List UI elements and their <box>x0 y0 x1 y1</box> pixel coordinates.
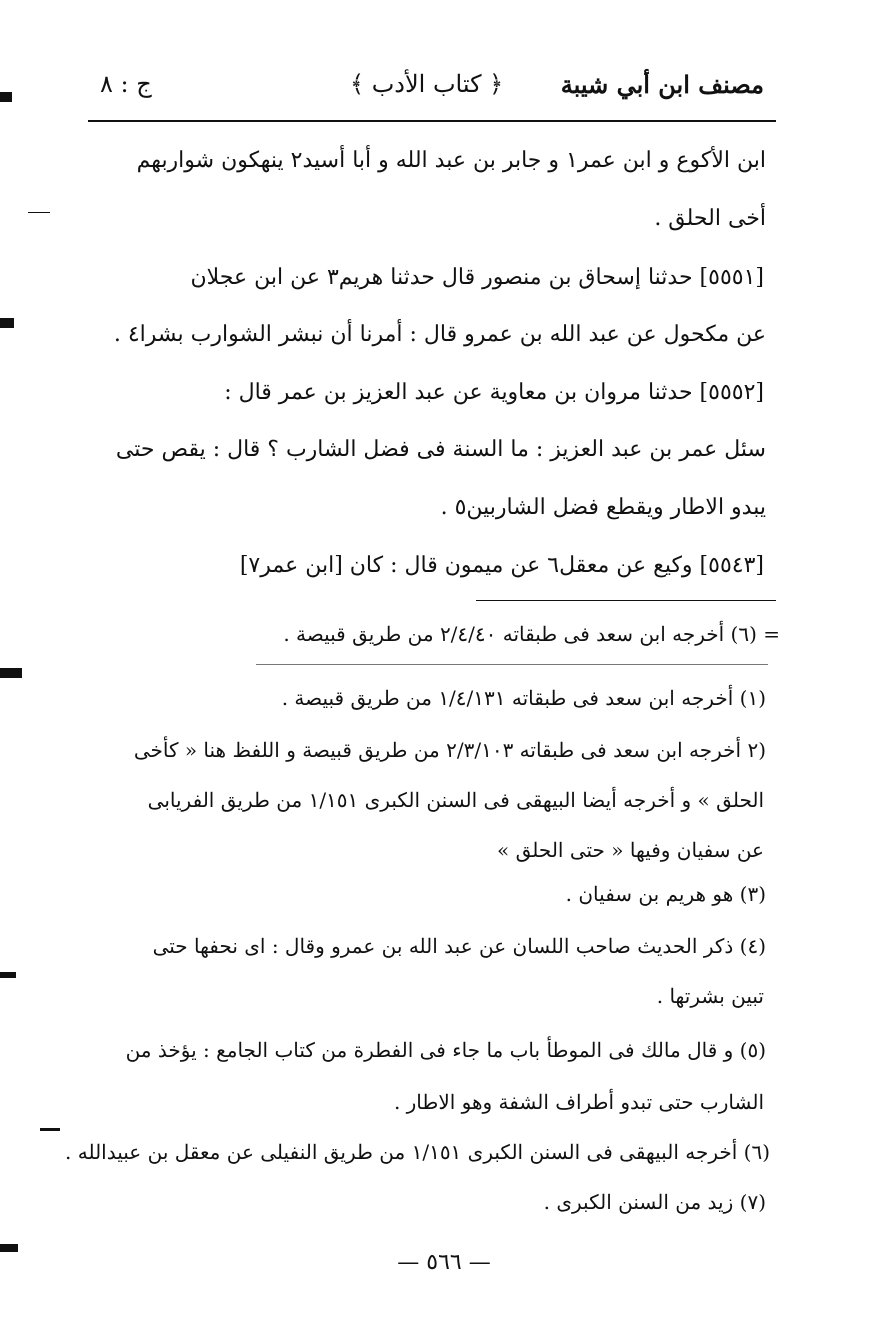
body-line: [٥٥٥١] حدثنا إسحاق بن منصور قال حدثنا هريم٣ عن ابن عجلان <box>190 265 764 290</box>
footnote-line: (٢ أخرجه ابن سعد فى طبقاته ٢/٣/١٠٣ من طريق قبيصة و اللفظ هنا « كأخى <box>133 738 766 762</box>
binding-mark <box>0 668 22 678</box>
footnote-line: عن سفيان وفيها « حتى الحلق » <box>497 838 764 862</box>
footnote-line: تبين بشرتها . <box>656 984 764 1008</box>
footnote-line: (٣) هو هريم بن سفيان . <box>565 882 766 906</box>
body-line: عن مكحول عن عبد الله بن عمرو قال : أمرنا أن نبشر الشوارب بشرا٤ . <box>113 322 766 347</box>
body-line: يبدو الاطار ويقطع فضل الشاربين٥ . <box>440 495 766 520</box>
body-line: [٥٥٥٢] حدثنا مروان بن معاوية عن عبد العزيز بن عمر قال : <box>224 380 764 405</box>
binding-mark <box>0 972 16 978</box>
book-title: مصنف ابن أبي شيبة <box>560 70 764 99</box>
wavy-rule <box>256 664 768 665</box>
binding-mark <box>0 318 14 328</box>
header-rule <box>88 120 776 122</box>
footnote-line: (٥) و قال مالك فى الموطأ باب ما جاء فى الفطرة من كتاب الجامع : يؤخذ من <box>125 1038 766 1062</box>
footnote-line: (٤) ذكر الحديث صاحب اللسان عن عبد الله بن عمرو وقال : اى نحفها حتى <box>152 934 766 958</box>
body-line: سئل عمر بن عبد العزيز : ما السنة فى فضل الشارب ؟ قال : يقص حتى <box>115 437 766 462</box>
page-number: — ٥٦٦ — <box>397 1250 491 1275</box>
binding-mark <box>28 212 50 213</box>
footnote-line: (١) أخرجه ابن سعد فى طبقاته ١/٤/١٣١ من طريق قبيصة . <box>281 686 766 710</box>
footnote-line: (٧) زيد من السنن الكبرى . <box>543 1190 766 1214</box>
footnote-rule <box>476 600 776 601</box>
binding-mark <box>0 92 12 102</box>
body-line: ابن الأكوع و ابن عمر١ و جابر بن عبد الله و أبا أسيد٢ ينهكون شواربهم <box>136 148 766 173</box>
binding-mark <box>0 1244 18 1252</box>
body-line: [٥٥٤٣] وكيع عن معقل٦ عن ميمون قال : كان [ابن عمر٧] <box>239 553 764 578</box>
section-title: ﴿ كتاب الأدب ﴾ <box>350 70 504 98</box>
body-line: أخى الحلق . <box>654 206 766 231</box>
footnote-line: (٦) أخرجه البيهقى فى السنن الكبرى ١/١٥١ من طريق النفيلى عن معقل بن عبيدالله . <box>65 1140 770 1164</box>
footnote-line: الشارب حتى تبدو أطراف الشفة وهو الاطار . <box>393 1090 764 1114</box>
footnote-continued: = (٦) أخرجه ابن سعد فى طبقاته ٢/٤/٤٠ من طريق قبيصة . <box>283 622 780 646</box>
footnote-line: الحلق » و أخرجه أيضا البيهقى فى السنن الكبرى ١/١٥١ من طريق الفريابى <box>147 788 764 812</box>
volume-number: ج : ٨ <box>100 70 152 98</box>
binding-mark <box>40 1128 60 1131</box>
